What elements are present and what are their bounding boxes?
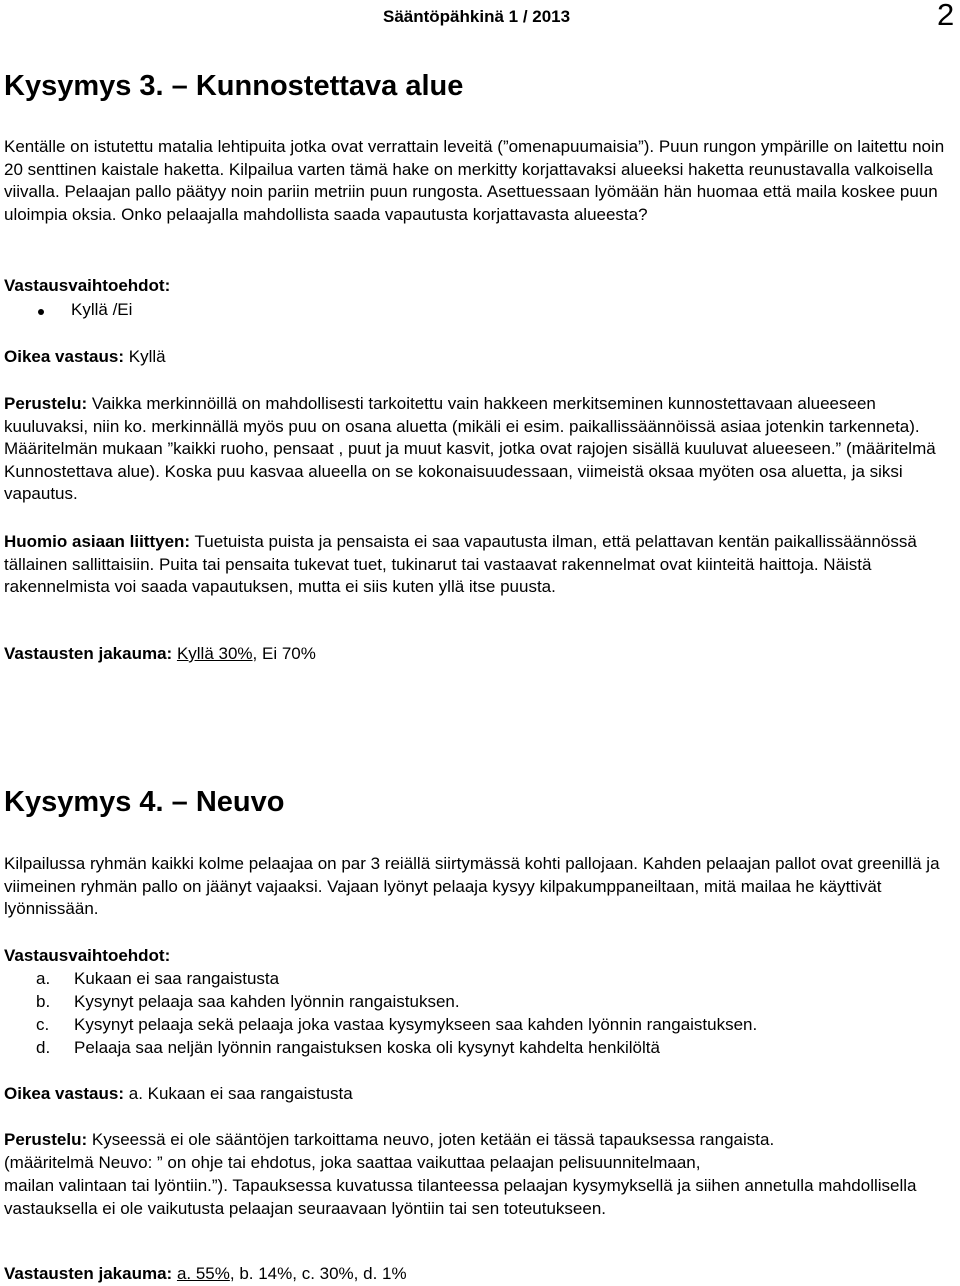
q4-option-text: Kysynyt pelaaja sekä pelaaja joka vastaa kysymykseen saa kahden lyönnin rangaistuksen. [74,1015,758,1034]
q4-question: Kilpailussa ryhmän kaikki kolme pelaajaa on par 3 reiällä siirtymässä kohti pallojaan. Kahden pelaajan pallot ovat greenillä ja viimeinen ryhmän pallo on jäänyt vajaaksi. Vajaan lyönyt pelaaja kysyy kilpakumppaneiltaan, mitä mailaa he käyttivät lyönnissään. [4,854,940,918]
q3-answer-value: Kyllä [124,347,166,366]
q4-reason-line3: mailan valintaan tai lyöntiin.”). Tapauksessa kuvatussa tilanteessa pelaajan kysymyksellä ja siihen annetulla mahdollisella vastauksella ei ole vaikutusta pelaajan seuraavaan lyöntiin tai sen toteutukseen. [4,1176,917,1218]
q3-reason-text: Vaikka merkinnöillä on mahdollisesti tarkoitettu vain hakkeen merkitseminen kunnostettavaan alueeseen kuuluvaksi, niin ko. merkinnällä myös puu on osana aluetta (mikäli ei esim. paikallissäännöissä asiaa jotenkin tarkenneta). Määritelmän mukaan ”kaikki ruoho, pensaat , puut ja muut kasvit, jotka ovat rajojen sisällä kuuluvat alueeseen.” (määritelmä Kunnostettava alue). Koska puu kasvaa alueella on se kokonaisuudessaan, viimeistä oksaa myöten osa aluetta, ja siksi vapautus. [4,394,936,503]
q4-answer [4,1083,954,1106]
header-title: Sääntöpähkinä 1 / 2013 [383,7,571,26]
q3-reason [4,393,954,506]
q4-dist-label: Vastausten jakauma: [4,1264,173,1283]
q3-dist-label: Vastausten jakauma: [4,644,173,663]
q3-note-text: Tuetuista puista ja pensaista ei saa vapautusta ilman, että pelattavan kentän paikallissäännössä tällainen sallittaisiin. Puita tai pensaita tukevat tuet, tukinarut tai vastaavat rakennelmat ovat kiinteitä haittoja. Näistä rakennelmista voi saada vapautuksen, mutta ei siis kuten yllä itse puusta. [4,532,917,596]
q3-distribution [4,643,954,666]
q3-options-label: Vastausvaihtoehdot: [4,276,171,295]
q4-reason-line1: Kyseessä ei ole sääntöjen tarkoittama neuvo, joten ketään ei tässä tapauksessa rangaista. [87,1130,775,1149]
q4-option-text: Kukaan ei saa rangaistusta [74,969,280,988]
q4-answer-value: a. Kukaan ei saa rangaistusta [124,1084,353,1103]
q4-option-letter: d. [36,1038,51,1057]
q3-note-label: Huomio asiaan liittyen: [4,532,191,551]
q3-reason-label: Perustelu: [4,394,88,413]
q3-answer-label: Oikea vastaus: [4,347,125,366]
q4-distribution [4,1263,954,1286]
q4-reason [4,1129,954,1152]
q3-question: Kentälle on istutettu matalia lehtipuita jotka ovat verrattain leveitä (”omenapuumaisia”). Puun rungon ympärille on laitettu noin 20 senttinen kaistale haketta. Kilpailua varten tämä hake on merkitty korjattavaksi alueeksi haketta reunustavalla valkoisella viivalla. Pelaajan pallo päätyy noin pariin metriin puun rungosta. Asettuessaan lyömään hän huomaa että maila koskee puun uloimpia oksia. Onko pelaajalla mahdollista saada vapautusta korjattavasta alueesta? [4,137,945,224]
q4-option-letter: c. [36,1015,50,1034]
q3-note [4,531,954,599]
page-number: 2 [937,0,955,32]
q4-answer-label: Oikea vastaus: [4,1084,125,1103]
q4-options-label: Vastausvaihtoehdot: [4,946,171,965]
q3-option: Kyllä /Ei [71,300,133,319]
q4-reason-line2: (määritelmä Neuvo: ” on ohje tai ehdotus, joka saattaa vaikuttaa pelaajan pelisuunnitelmaan, [4,1153,701,1172]
q4-dist-correct: a. 55% [176,1264,230,1283]
q4-option-text: Pelaaja saa neljän lyönnin rangaistuksen koska oli kysynyt kahdelta henkilöltä [74,1038,660,1057]
q3-answer [4,346,954,369]
q3-dist-correct: Kyllä 30% [176,644,253,663]
q4-option-letter: a. [36,969,51,988]
q4-option-text: Kysynyt pelaaja saa kahden lyönnin rangaistuksen. [74,992,460,1011]
q3-title: Kysymys 3. – Kunnostettava alue [4,70,464,102]
page-header [0,0,960,34]
q3-dist-rest: , Ei 70% [252,644,316,663]
q4-dist-rest: , b. 14%, c. 30%, d. 1% [229,1264,407,1283]
q4-option-letter: b. [36,992,51,1011]
q4-reason-label: Perustelu: [4,1130,88,1149]
q4-title: Kysymys 4. – Neuvo [4,786,285,818]
bullet-icon [38,309,44,315]
